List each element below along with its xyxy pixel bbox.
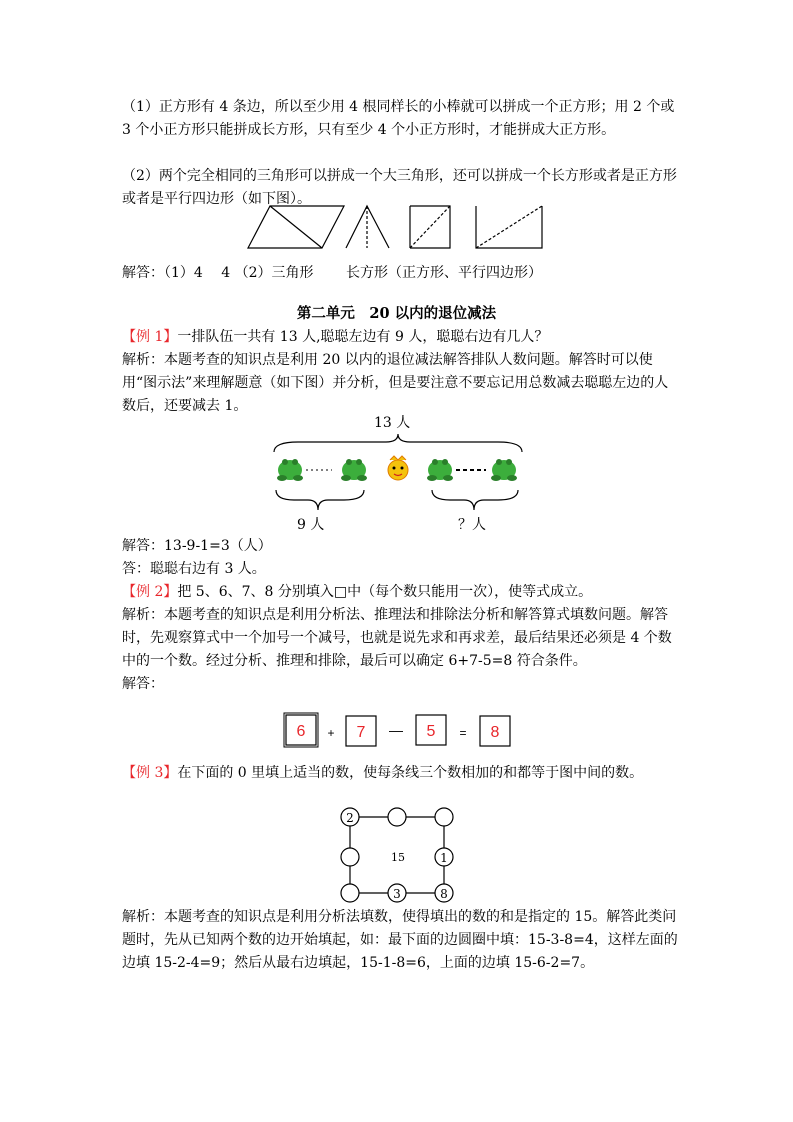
- box-4-value: 8: [490, 724, 500, 741]
- example-1-answer: 答：聪聪右边有 3 人。: [122, 561, 266, 577]
- circle-middle-left: [341, 848, 359, 866]
- example-3-text: 在下面的 0 里填上适当的数，使每条线三个数相加的和都等于图中间的数。: [177, 765, 644, 781]
- answer-1: 解答：（1）4 4 （2）三角形 长方形（正方形、平行四边形）: [122, 265, 542, 281]
- top-brace: [274, 434, 522, 452]
- congcong-icon: [388, 456, 408, 480]
- given-bottom-right: 8: [440, 887, 448, 901]
- right-brace: [432, 490, 518, 510]
- example-2-text: 把 5、6、7、8 分别填入□中（每个数只能用一次），使等式成立。: [177, 584, 593, 600]
- square-shape: [410, 206, 450, 248]
- left-brace: [276, 490, 364, 510]
- circle-top-middle: [388, 808, 406, 826]
- triangle-shapes-figure: [240, 202, 560, 254]
- frog-2: [341, 459, 367, 481]
- example-1-label: 【例 1】: [122, 329, 178, 345]
- example-3-analysis: 解析：本题考查的知识点是利用分析法填数，使得填出的数的和是指定的 15。解答此类问题时，先从已知两个数的边开始填起，如：最下面的边圆圈中填：15-3-8=4，这样左面的边填 15-2-4=9；然后从最右边填起，15-1-8=6，上面的边填 15-6-2=7。: [122, 909, 678, 971]
- box-3-value: 5: [426, 723, 436, 740]
- big-triangle-shape: [346, 206, 389, 248]
- paragraph-triangle: （2）两个完全相同的三角形可以拼成一个大三角形，还可以拼成一个长方形或者是正方形或者是平行四边形（如下图）。: [122, 168, 677, 207]
- example-2-label: 【例 2】: [122, 584, 178, 600]
- example-3-label: 【例 3】: [122, 765, 178, 781]
- circle-square-puzzle: [338, 805, 458, 905]
- right-people-label: ？人: [458, 517, 486, 533]
- paragraph-square: （1）正方形有 4 条边，所以至少用 4 根同样长的小棒就可以拼成一个正方形；用 2 个或 3 个小正方形只能拼成长方形，只有至少 4 个小正方形时，才能拼成大正方形。: [122, 99, 675, 138]
- parallelogram-shape: [248, 206, 344, 248]
- center-number: 15: [391, 851, 405, 864]
- box-1-value: 6: [296, 723, 306, 740]
- example-3-question: [122, 762, 682, 785]
- example-1-question: [122, 326, 682, 349]
- section-title: 第二单元 20 以内的退位减法: [296, 305, 497, 322]
- frog-3: [427, 459, 453, 481]
- equation-figure: [284, 712, 514, 750]
- queue-diagram: [268, 432, 528, 524]
- example-1-text: 一排队伍一共有 13 人,聪聪左边有 9 人，聪聪右边有几人？: [177, 329, 549, 345]
- example-2-analysis: 解析：本题考查的知识点是利用分析法、推理法和排除法分析和解答算式填数问题。解答时，先观察算式中一个加号一个减号，也就是说先求和再求差，最后结果还必须是 4 个数中的一个数。经过分析、推理和排除，最后可以确定 6+7-5=8 符合条件。: [122, 607, 672, 669]
- total-people-label: 13 人: [374, 415, 411, 431]
- given-top-left: 2: [346, 811, 354, 825]
- example-1-analysis: 解析：本题考查的知识点是利用 20 以内的退位减法解答排队人数问题。解答时可以使用“图示法”来理解题意（如下图）并分析，但是要注意不要忘记用总数减去聪聪左边的人数后，还要减去 1。: [122, 352, 669, 414]
- minus-sign: —: [389, 722, 403, 738]
- example-2-question: [122, 581, 682, 604]
- box-2-value: 7: [356, 724, 366, 741]
- plus-sign: +: [327, 726, 335, 740]
- circle-bottom-left: [341, 884, 359, 902]
- left-people-label: 9 人: [297, 517, 325, 533]
- example-2-solution-label: 解答：: [122, 676, 164, 692]
- example-1-solution: 解答：13-9-1=3（人）: [122, 538, 272, 554]
- given-bottom-middle: 3: [393, 887, 401, 901]
- frog-4: [491, 459, 517, 481]
- given-middle-right: 1: [440, 851, 448, 865]
- rectangle-shape: [476, 206, 542, 248]
- circle-top-right: [435, 808, 453, 826]
- equals-sign: =: [459, 726, 467, 740]
- frog-1: [277, 459, 303, 481]
